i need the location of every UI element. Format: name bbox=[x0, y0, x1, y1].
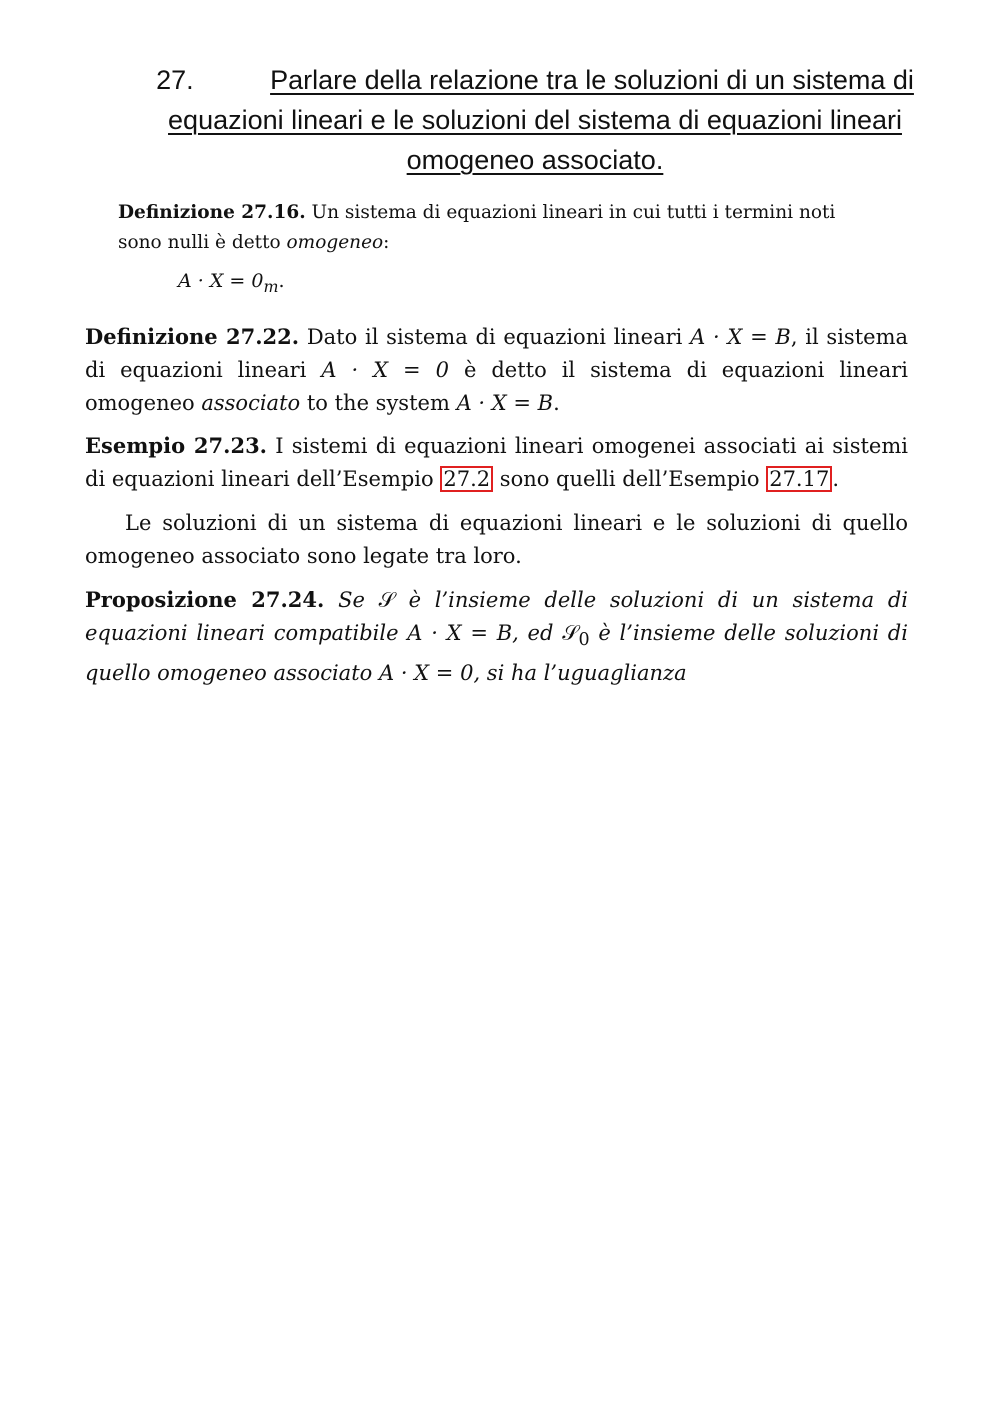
proposition-text-d: è l’insieme delle soluzioni di quello omogeneo associato bbox=[85, 621, 908, 686]
definition-term: omogeneo bbox=[286, 232, 384, 253]
heading-text-2: equazioni lineari e le soluzioni del sistema di equazioni lineari bbox=[168, 105, 902, 135]
heading-text-3: omogeneo associato. bbox=[406, 145, 664, 175]
reference-link-27-2[interactable]: 27.2 bbox=[440, 466, 493, 492]
equation-ax-b: A · X = B bbox=[690, 325, 791, 349]
body-paragraph bbox=[85, 507, 908, 573]
definition-text-a: Dato il sistema di equazioni lineari bbox=[306, 325, 683, 349]
example-text-a: I sistemi di equazioni lineari omogenei associati ai sistemi di equazioni lineari dell’Esempio bbox=[85, 434, 908, 491]
heading-line-2 bbox=[140, 100, 930, 140]
symbol-S0: 𝒮 bbox=[562, 621, 579, 645]
example-label: Esempio 27.23. bbox=[85, 433, 267, 458]
equation-homogeneous bbox=[178, 270, 285, 296]
heading-number: 27. bbox=[156, 65, 194, 95]
proposition-text-a: Se bbox=[338, 588, 365, 612]
definition-end: . bbox=[553, 391, 560, 415]
definition-label: Definizione 27.16. bbox=[118, 202, 306, 223]
section-heading bbox=[140, 60, 930, 180]
heading-text-1: Parlare della relazione tra le soluzioni di un sistema di bbox=[270, 65, 914, 95]
definition-text-a: Un sistema di equazioni lineari in cui tutti i termini bbox=[311, 202, 794, 223]
definition-text-c: è detto il sistema di equazioni lineari omogeneo bbox=[85, 358, 909, 415]
paragraph-text: Le soluzioni di un sistema di equazioni lineari e le soluzioni di quello omogeneo associato sono legate tra loro. bbox=[85, 511, 908, 568]
example-text-b: sono quelli dell’Esempio bbox=[499, 467, 760, 491]
definition-text-d: to the system bbox=[306, 391, 450, 415]
definition-text-b: noti sono nulli è detto bbox=[118, 202, 836, 253]
proposition-text-e: , si ha l’uguaglianza bbox=[473, 661, 687, 686]
equation-end: . bbox=[278, 270, 285, 292]
definition-text-b: , il sistema di equazioni lineari bbox=[85, 325, 909, 382]
definition-27-16 bbox=[118, 198, 878, 258]
definition-colon: : bbox=[383, 232, 390, 253]
proposition-label: Proposizione 27.24. bbox=[85, 587, 325, 612]
definition-term: associato bbox=[201, 391, 301, 415]
equation-ax-0: A · X = 0 bbox=[378, 661, 474, 686]
equation-subscript: m bbox=[263, 276, 279, 296]
definition-27-22 bbox=[85, 320, 908, 420]
heading-line-1 bbox=[140, 60, 930, 100]
symbol-S0-subscript: 0 bbox=[578, 630, 590, 651]
proposition-text-c: , ed bbox=[512, 621, 554, 645]
example-end: . bbox=[832, 467, 840, 491]
proposition-text-b: è l’insieme delle soluzioni di un sistema di equazioni lineari compatibile bbox=[85, 588, 908, 645]
equation-ax-b: A · X = B bbox=[407, 621, 513, 645]
equation-main: A · X = 0 bbox=[178, 270, 264, 292]
symbol-S: 𝒮 bbox=[378, 588, 395, 612]
proposition-27-24 bbox=[85, 583, 908, 690]
heading-line-3 bbox=[140, 140, 930, 180]
reference-link-27-17[interactable]: 27.17 bbox=[766, 466, 832, 492]
equation-ax-b-2: A · X = B bbox=[456, 391, 554, 415]
definition-label: Definizione 27.22. bbox=[85, 324, 300, 349]
example-27-23 bbox=[85, 429, 908, 496]
equation-ax-0: A · X = 0 bbox=[321, 358, 449, 382]
